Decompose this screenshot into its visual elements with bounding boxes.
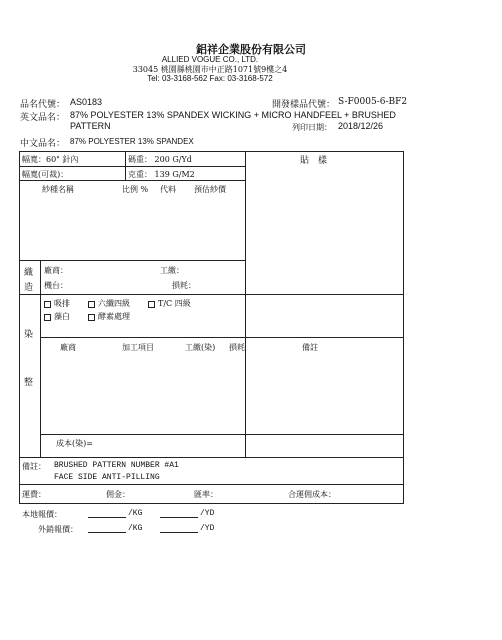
checkbox-icon <box>148 301 155 308</box>
notes-label: 備註： <box>22 462 46 471</box>
dyeing-option[interactable]: 藻白 <box>44 311 70 322</box>
total-cost-label: 合運佣成本： <box>288 490 336 499</box>
company-address: 33045 桃園縣桃園市中正路1071號9樓之4 <box>132 65 288 74</box>
export-price-kg[interactable]: /KG <box>88 524 142 533</box>
freight-label: 運費： <box>22 490 46 499</box>
print-date-label: 列印日期： <box>292 123 332 132</box>
notes-line-1: BRUSHED PATTERN NUMBER #A1 <box>54 461 179 470</box>
gsm-field: 碼重： 200 G/Yd <box>128 155 192 164</box>
item-no-label: 品名代號： <box>20 100 66 110</box>
dyeing-header-note: 備註 <box>302 343 318 352</box>
zh-name: 87% POLYESTER 13% SPANDEX <box>70 137 194 146</box>
yarn-header-ratio: 比例 % <box>122 185 149 194</box>
dyeing-header-loss: 損耗 <box>229 343 245 352</box>
dyeing-option[interactable]: 六纖四級 <box>88 298 130 309</box>
zh-name-label: 中文品名： <box>20 139 66 149</box>
yarn-header-price: 預估紗價 <box>194 185 226 194</box>
dyeing-option[interactable]: 酵素處理 <box>88 311 130 322</box>
dyeing-option[interactable]: 吸排 <box>44 298 70 309</box>
item-no: AS0183 <box>70 97 103 107</box>
exchange-label: 匯率： <box>194 490 218 499</box>
width-field: 幅寬：60" 針內 <box>22 155 79 164</box>
dyeing-header-labor: 工繳(染) <box>185 343 216 352</box>
yarn-header-name: 紗種名稱 <box>42 185 74 194</box>
en-name-label: 英文品名： <box>20 113 66 123</box>
dyeing-header-factory: 廠商 <box>60 343 76 352</box>
dyeing-header-process: 加工項目 <box>122 343 154 352</box>
dyeing-option[interactable]: T/C 四級 <box>148 298 191 309</box>
checkbox-icon <box>44 314 51 321</box>
export-price-label: 外銷報價： <box>38 525 78 534</box>
dev-no: S-F0005-6-BF2 <box>338 97 408 107</box>
print-date: 2018/12/26 <box>338 121 384 131</box>
company-name-en: ALLIED VOGUE CO., LTD. <box>161 55 259 64</box>
company-name-zh: 鋁祥企業股份有限公司 <box>196 43 306 56</box>
spec-table <box>19 151 404 458</box>
domestic-price-kg[interactable]: /KG <box>88 509 142 518</box>
dev-no-label: 開發樣品代號： <box>272 100 336 110</box>
export-price-yd[interactable]: /YD <box>160 524 214 533</box>
checkbox-icon <box>88 301 95 308</box>
weaving-side-label-1: 織 <box>24 268 34 278</box>
weight-field: 克重： 139 G/M2 <box>128 170 195 179</box>
dyeing-side-label-1: 染 <box>24 330 34 340</box>
en-name-line2: PATTERN <box>70 121 111 131</box>
weaving-side-label-2: 造 <box>24 283 34 293</box>
dyeing-cost: 成本(染)= <box>56 439 93 448</box>
domestic-price-label: 本地報價： <box>22 510 62 519</box>
swatch-label: 貼 樣 <box>300 156 328 166</box>
weaving-labor: 工繳： <box>160 266 184 275</box>
weaving-factory: 廠商： <box>44 266 68 275</box>
commission-label: 佣金： <box>106 490 130 499</box>
weaving-machine: 機台： <box>44 281 68 290</box>
en-name-line1: 87% POLYESTER 13% SPANDEX WICKING + MICRO HANDFEEL + BRUSHED <box>70 110 396 120</box>
company-tel-fax: Tel: 03-3168-562 Fax: 03-3168-572 <box>147 74 273 83</box>
weaving-loss: 損耗： <box>172 281 196 290</box>
usable-width-field: 幅寬(可裁)： <box>22 170 69 179</box>
domestic-price-yd[interactable]: /YD <box>160 509 214 518</box>
yarn-header-sub: 代料 <box>160 185 176 194</box>
checkbox-icon <box>44 301 51 308</box>
notes-line-2: FACE SIDE ANTI-PILLING <box>54 473 160 482</box>
dyeing-side-label-2: 整 <box>24 378 34 388</box>
checkbox-icon <box>88 314 95 321</box>
